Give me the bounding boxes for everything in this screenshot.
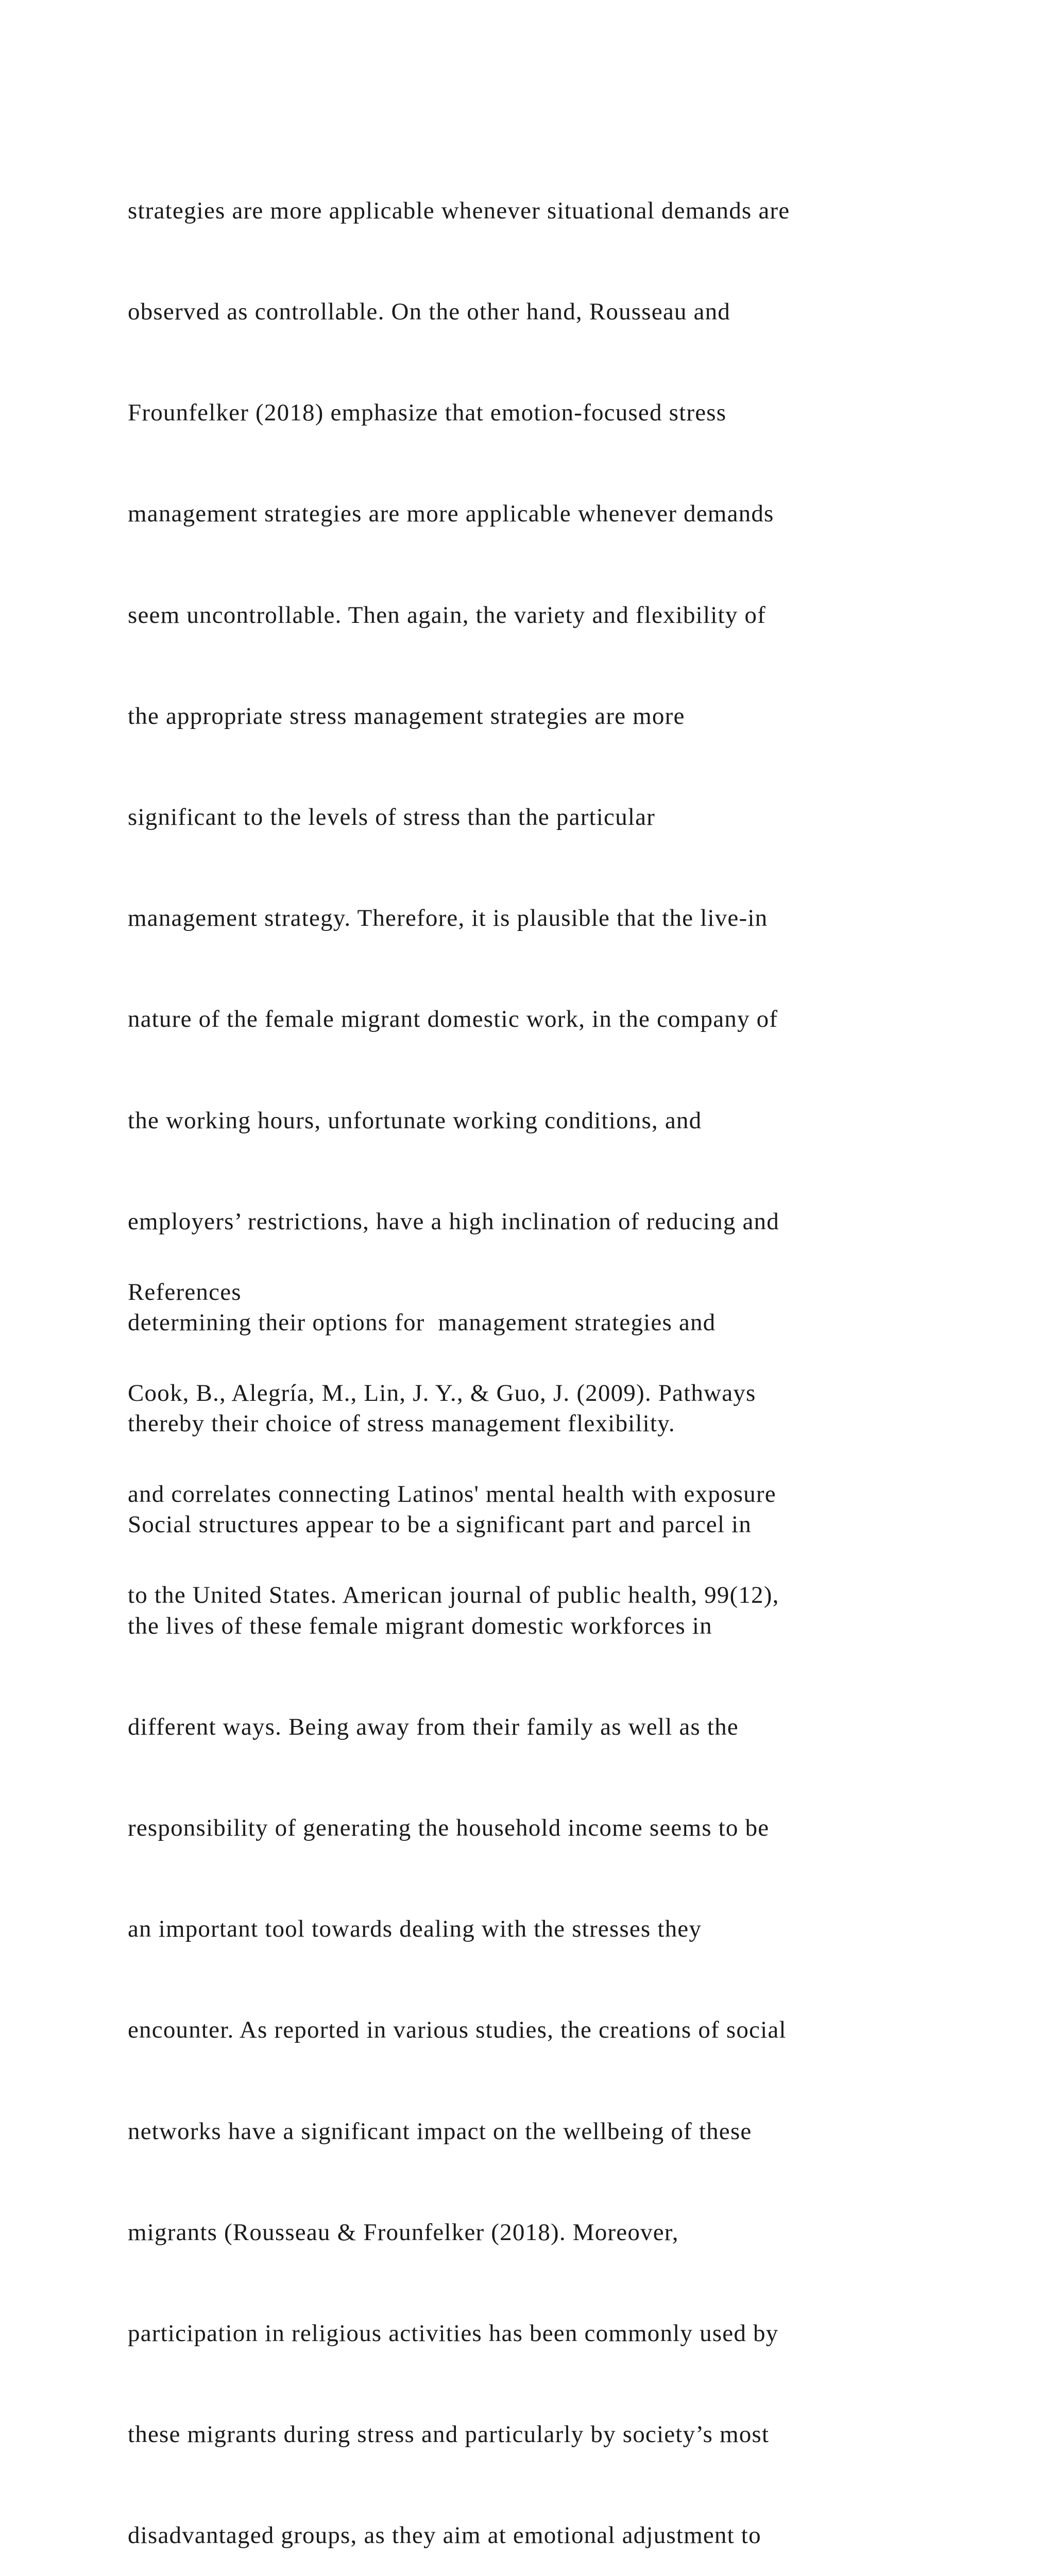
body-line: disadvantaged groups, as they aim at emotional adjustment to xyxy=(128,2522,761,2549)
body-line: thereby their choice of stress management flexibility. xyxy=(128,1410,675,1437)
body-line: encounter. As reported in various studies, the creations of social xyxy=(128,2016,787,2044)
reference-line: and correlates connecting Latinos' mental health with exposure xyxy=(128,1481,776,1508)
references-section xyxy=(128,1208,952,1680)
body-line: the lives of these female migrant domestic workforces in xyxy=(128,1612,712,1639)
references-heading: References xyxy=(128,1278,242,1306)
body-line: migrants (Rousseau & Frounfelker (2018). Moreover, xyxy=(128,2218,679,2246)
body-line: strategies are more applicable whenever situational demands are xyxy=(128,197,790,224)
body-line: the appropriate stress management strategies are more xyxy=(128,702,685,730)
body-line: the working hours, unfortunate working conditions, and xyxy=(128,1107,702,1134)
body-line: participation in religious activities has been commonly used by xyxy=(128,2320,779,2347)
body-line: observed as controllable. On the other hand, Rousseau and xyxy=(128,298,730,326)
body-line: Frounfelker (2018) emphasize that emotion-focused stress xyxy=(128,399,727,427)
body-line: seem uncontrollable. Then again, the variety and flexibility of xyxy=(128,601,766,629)
reference-line: Cook, B., Alegría, M., Lin, J. Y., & Guo, J. (2009). Pathways xyxy=(128,1380,756,1407)
body-line: management strategy. Therefore, it is plausible that the live-in xyxy=(128,905,768,932)
body-line: Social structures appear to be a significant part and parcel in xyxy=(128,1511,752,1538)
reference-line: to the United States. American journal of public health, 99(12), xyxy=(128,1582,779,1609)
body-line: an important tool towards dealing with the stresses they xyxy=(128,1916,702,1943)
body-line: significant to the levels of stress than the particular xyxy=(128,804,655,831)
body-line: different ways. Being away from their family as well as the xyxy=(128,1713,739,1740)
body-line: determining their options for management strategies and xyxy=(128,1309,716,1336)
body-line: employers’ restrictions, have a high inclination of reducing and xyxy=(128,1208,779,1235)
body-line: networks have a significant impact on the wellbeing of these xyxy=(128,2117,752,2145)
body-line: nature of the female migrant domestic work, in the company of xyxy=(128,1006,778,1033)
body-line: management strategies are more applicable whenever demands xyxy=(128,500,774,528)
body-line: responsibility of generating the household income seems to be xyxy=(128,1815,770,1842)
body-line: these migrants during stress and particularly by society’s most xyxy=(128,2421,770,2448)
